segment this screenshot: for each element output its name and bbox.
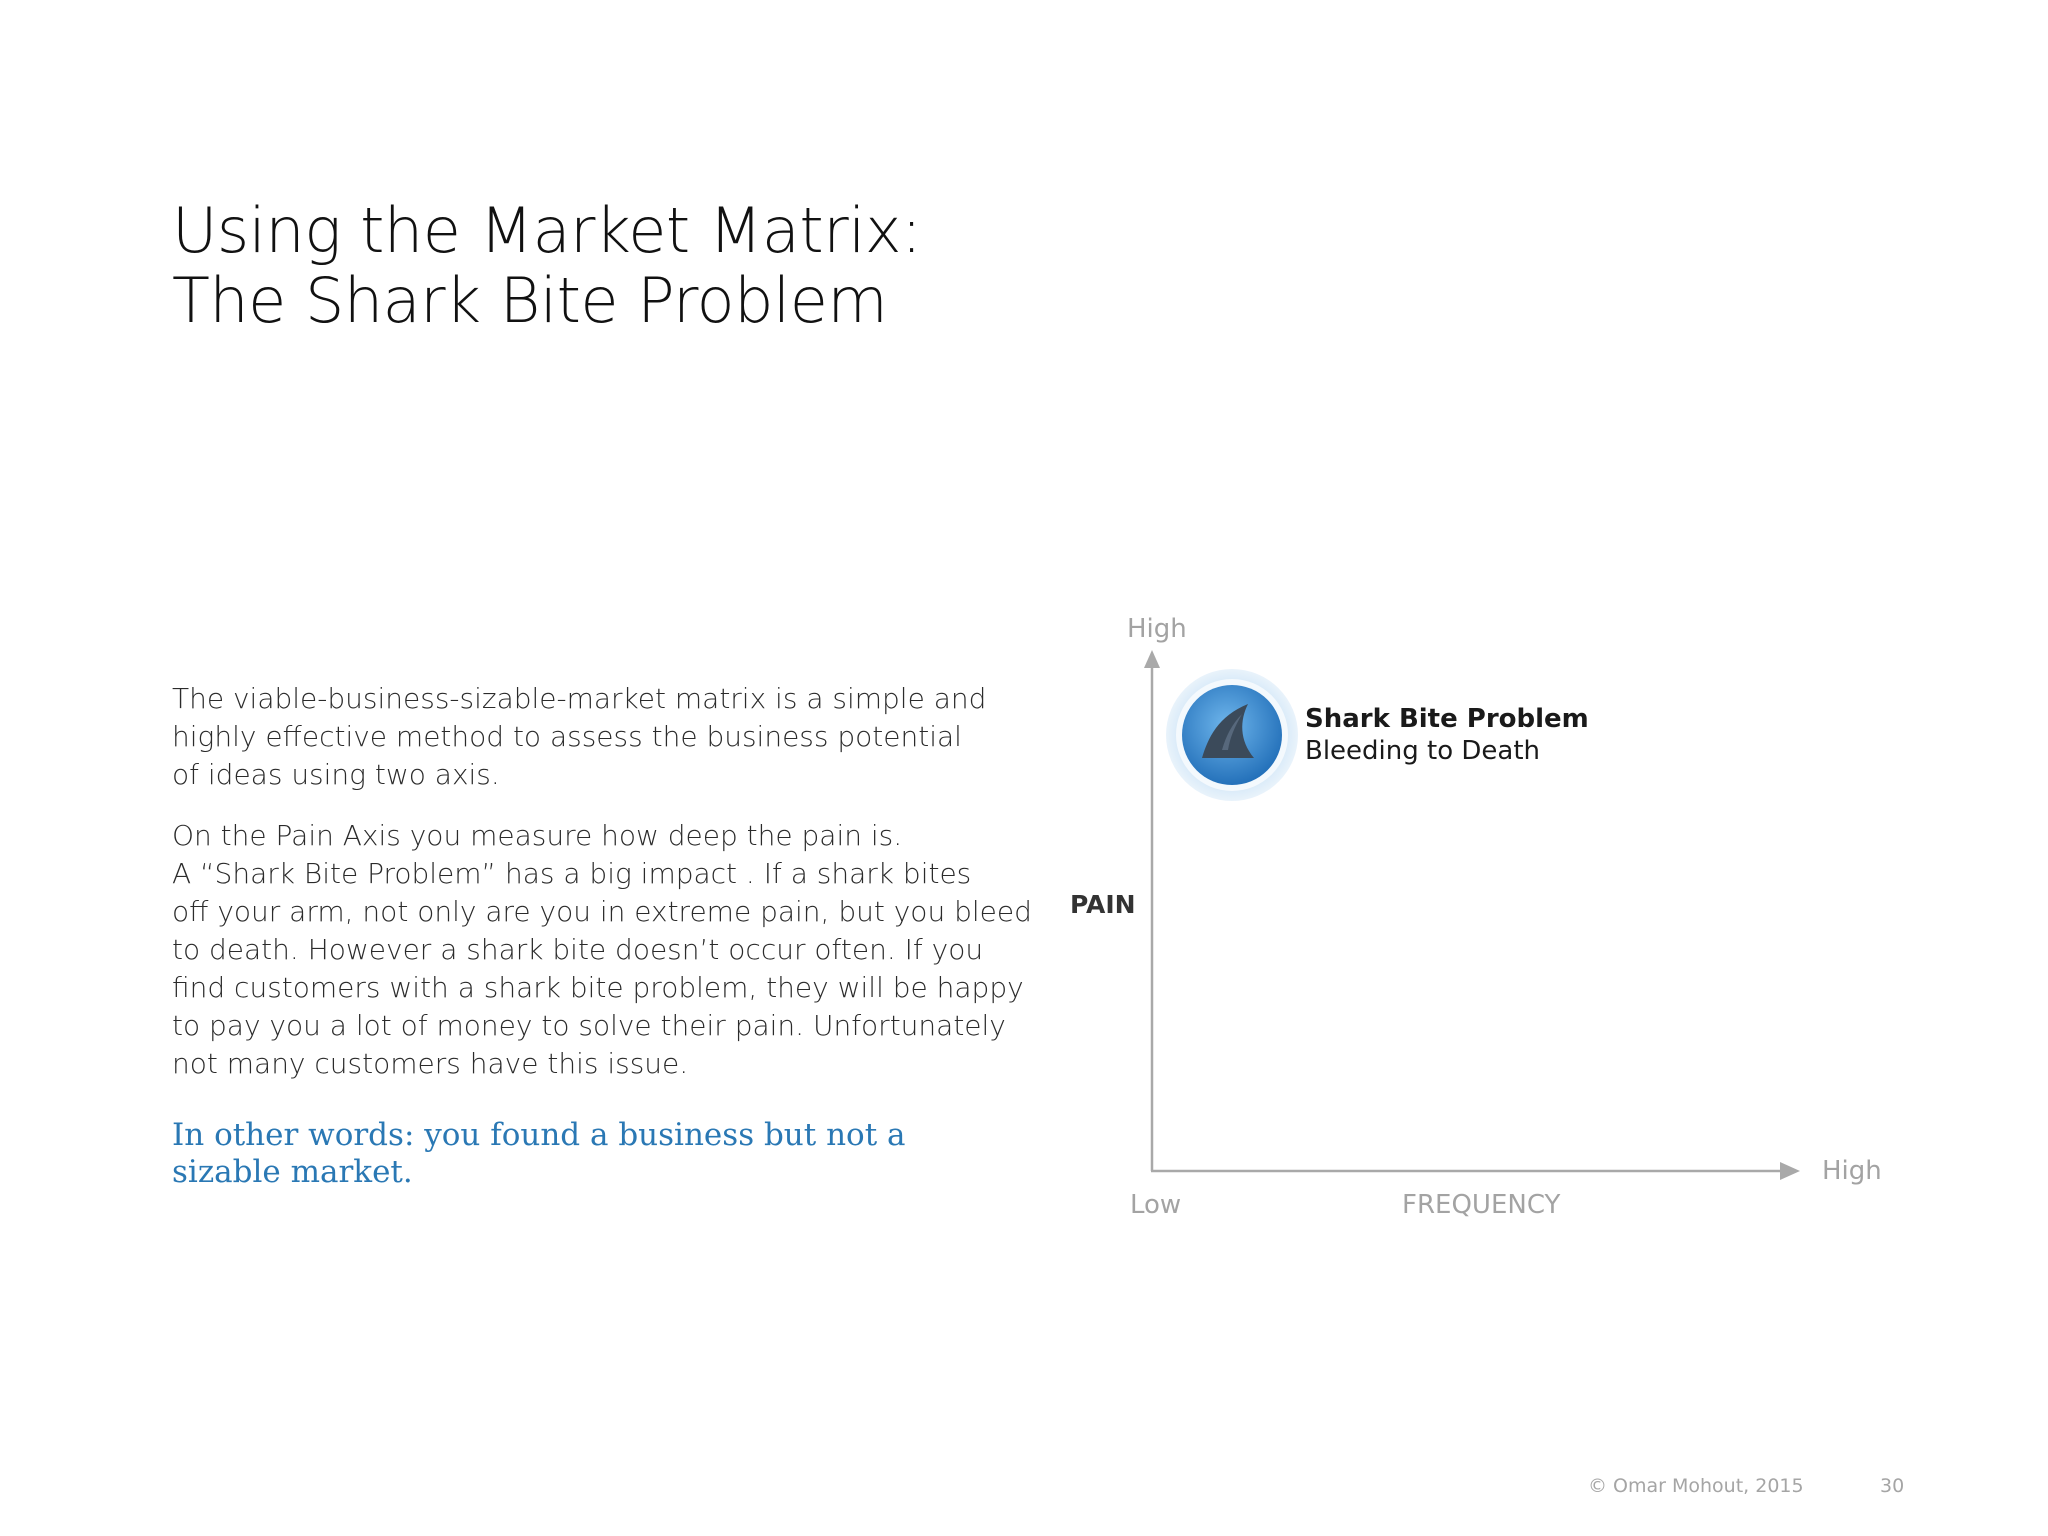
shark-bite-badge xyxy=(1166,669,1298,801)
point-title: Shark Bite Problem xyxy=(1305,704,1589,734)
y-axis-label: PAIN xyxy=(1070,890,1136,919)
highlight-quote-line: In other words: you found a business but not a xyxy=(172,1117,906,1153)
paragraph-pain-axis-line: find customers with a shark bite problem, they will be happy xyxy=(172,971,1024,1004)
paragraph-pain-axis-line: not many customers have this issue. xyxy=(172,1047,689,1080)
paragraph-pain-axis-line: A “Shark Bite Problem” has a big impact . If a shark bites xyxy=(172,857,972,890)
market-matrix xyxy=(1050,600,2000,1240)
slide-title xyxy=(172,196,922,336)
highlight-quote-line: sizable market. xyxy=(172,1154,413,1190)
paragraph-pain-axis-line: to death. However a shark bite doesn’t occur often. If you xyxy=(172,933,984,966)
paragraph-intro xyxy=(172,680,992,794)
y-axis-high-label: High xyxy=(1127,614,1187,644)
slide-title-line-1: Using the Market Matrix: xyxy=(172,194,922,267)
paragraph-pain-axis-line: On the Pain Axis you measure how deep the pain is. xyxy=(172,819,903,852)
y-axis-arrow xyxy=(1144,650,1160,668)
footer-page-number: 30 xyxy=(1880,1475,1905,1497)
footer-copyright: © Omar Mohout, 2015 xyxy=(1588,1475,1804,1497)
highlight-quote xyxy=(172,1117,906,1191)
paragraph-pain-axis-line: to pay you a lot of money to solve their pain. Unfortunately xyxy=(172,1009,1006,1042)
x-axis-label: FREQUENCY xyxy=(1402,1190,1561,1220)
paragraph-intro-line: highly effective method to assess the business potential xyxy=(172,720,962,753)
slide-title-line-2: The Shark Bite Problem xyxy=(172,264,888,337)
body-text xyxy=(172,680,1032,1106)
x-axis-low-label: Low xyxy=(1130,1190,1182,1220)
paragraph-intro-line: of ideas using two axis. xyxy=(172,758,500,791)
paragraph-pain-axis xyxy=(172,817,1032,1083)
matrix-axes xyxy=(1050,600,2000,1240)
x-axis-high-label: High xyxy=(1822,1156,1882,1186)
paragraph-pain-axis-line: off your arm, not only are you in extreme pain, but you bleed xyxy=(172,895,1032,928)
x-axis-arrow xyxy=(1780,1162,1800,1180)
point-subtitle: Bleeding to Death xyxy=(1305,736,1541,766)
paragraph-intro-line: The viable-business-sizable-market matrix is a simple and xyxy=(172,682,987,715)
